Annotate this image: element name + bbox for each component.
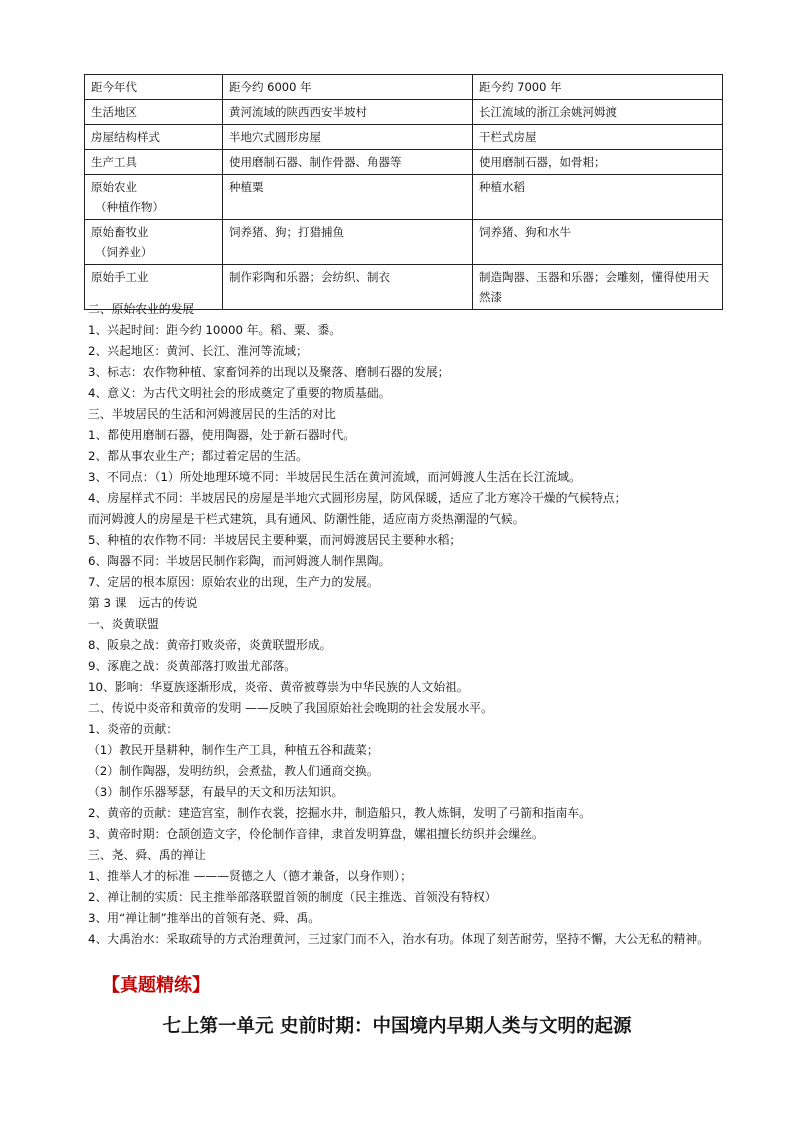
- row-label: 距今年代: [91, 80, 137, 94]
- row-label-cell: [85, 220, 223, 265]
- note-line: 2、兴起地区：黄河、长江、淮河等流域；: [88, 344, 308, 358]
- banpo-cell: 黄河流域的陕西西安半坡村: [223, 100, 473, 125]
- row-label-sub: （饲养业）: [95, 245, 153, 259]
- hemudu-cell: 干栏式房屋: [473, 125, 723, 150]
- hemudu-cell: 使用磨制石器，如骨耜；: [473, 150, 723, 175]
- row-label: 生活地区: [91, 105, 137, 119]
- note-line: 1、都使用磨制石器，使用陶器，处于新石器时代。: [88, 428, 356, 442]
- row-label-cell: [85, 100, 223, 125]
- note-line: 9、涿鹿之战：炎黄部落打败蚩尤部落。: [88, 659, 297, 673]
- note-line: 10、影响：华夏族逐渐形成，炎帝、黄帝被尊崇为中华民族的人文始祖。: [88, 680, 469, 694]
- note-line: 一、炎黄联盟: [88, 617, 159, 631]
- note-line: 1、炎帝的贡献：: [88, 722, 179, 736]
- note-line: 6、陶器不同：半坡居民制作彩陶，而河姆渡人制作黑陶。: [88, 554, 391, 568]
- row-label: 原始畜牧业: [91, 225, 149, 239]
- banpo-cell: 制作彩陶和乐器；会纺织、制衣: [223, 265, 473, 310]
- note-line: 2、都从事农业生产；都过着定居的生活。: [88, 449, 308, 463]
- hemudu-cell: 饲养猪、狗和水牛: [473, 220, 723, 265]
- hemudu-cell: 距今约 7000 年: [473, 75, 723, 100]
- row-label: 原始手工业: [91, 270, 149, 284]
- note-line: 7、定居的根本原因：原始农业的出现，生产力的发展。: [88, 575, 379, 589]
- note-line: 三、尧、舜、禹的禅让: [88, 848, 206, 862]
- note-line: 1、兴起时间：距今约 10000 年。稻、粟、黍。: [88, 323, 342, 337]
- row-label-cell: [85, 150, 223, 175]
- note-line: 第 3 课 远古的传说: [88, 596, 198, 610]
- row-label-cell: [85, 125, 223, 150]
- comparison-table-body: [85, 75, 723, 310]
- note-line: 8、阪泉之战：黄帝打败炎帝，炎黄联盟形成。: [88, 638, 332, 652]
- row-label-cell: [85, 175, 223, 220]
- hemudu-cell: 种植水稻: [473, 175, 723, 220]
- row-label-cell: [85, 75, 223, 100]
- note-line: 二、原始农业的发展: [88, 302, 195, 316]
- note-line: 3、用“禅让制”推举出的首领有尧、舜、禹。: [88, 911, 321, 925]
- table-row: [85, 150, 723, 175]
- note-line: 3、黄帝时期：仓颉创造文字，伶伦制作音律，隶首发明算盘，嫘祖擅长纺织并会缫丝。: [88, 827, 544, 841]
- note-line: 3、不同点：（1）所处地理环境不同：半坡居民生活在黄河流域，而河姆渡人生活在长江流域。: [88, 470, 581, 484]
- note-line: 三、半坡居民的生活和河姆渡居民的生活的对比: [88, 407, 336, 421]
- notes-lines: [88, 299, 728, 929]
- note-line: 3、标志：农作物种植、家畜饲养的出现以及聚落、磨制石器的发展；: [88, 365, 450, 379]
- hemudu-cell: 制造陶器、玉器和乐器；会雕刻，懂得使用天然漆: [473, 265, 723, 310]
- hemudu-cell: 长江流域的浙江余姚河姆渡: [473, 100, 723, 125]
- row-label-sub: （种植作物）: [95, 200, 164, 214]
- table-row: [85, 100, 723, 125]
- note-line: （1）教民开垦耕种，制作生产工具，种植五谷和蔬菜；: [88, 743, 379, 757]
- note-line: 2、禅让制的实质：民主推举部落联盟首领的制度（民主推选、首领没有特权）: [88, 890, 497, 904]
- banpo-cell: 使用磨制石器、制作骨器、角器等: [223, 150, 473, 175]
- note-line: 而河姆渡人的房屋是干栏式建筑，具有通风、防潮性能，适应南方炎热潮湿的气候。: [88, 512, 525, 526]
- note-line: 4、房屋样式不同：半坡居民的房屋是半地穴式圆形房屋，防风保暖，适应了北方寒冷干燥的气候特点；: [88, 491, 627, 505]
- note-line: 二、传说中炎帝和黄帝的发明 ——反映了我国原始社会晚期的社会发展水平。: [88, 701, 493, 715]
- banpo-cell: 距今约 6000 年: [223, 75, 473, 100]
- table-row: [85, 175, 723, 220]
- unit-title: 七上第一单元 史前时期：中国境内早期人类与文明的起源: [162, 1016, 632, 1037]
- table-row: [85, 75, 723, 100]
- note-line: 1、推举人才的标准 ———贤德之人（德才兼备，以身作则）；: [88, 869, 412, 883]
- table-row: [85, 125, 723, 150]
- notes-body: [88, 299, 728, 950]
- section-heading: 【真题精练】: [102, 975, 210, 996]
- banpo-cell: 半地穴式圆形房屋: [223, 125, 473, 150]
- row-label: 房屋结构样式: [91, 130, 160, 144]
- comparison-table: [84, 74, 723, 310]
- banpo-cell: 饲养猪、狗；打猎捕鱼: [223, 220, 473, 265]
- banpo-cell: 种植粟: [223, 175, 473, 220]
- note-line: （3）制作乐器琴瑟，有最早的天文和历法知识。: [88, 785, 344, 799]
- note-line: 5、种植的农作物不同：半坡居民主要种粟，而河姆渡居民主要种水稻；: [88, 533, 462, 547]
- notes-last-paragraph: 4、大禹治水：采取疏导的方式治理黄河，三过家门而不入，治水有功。体现了刻苦耐劳，坚持不懈，大公无私的精神。: [88, 932, 709, 946]
- row-label: 生产工具: [91, 155, 137, 169]
- table-row: [85, 220, 723, 265]
- note-line: 2、黄帝的贡献：建造宫室，制作衣裳，挖掘水井，制造船只，教人炼铜，发明了弓箭和指南车。: [88, 806, 591, 820]
- note-line: 4、意义：为古代文明社会的形成奠定了重要的物质基础。: [88, 386, 391, 400]
- row-label: 原始农业: [91, 180, 137, 194]
- note-line: （2）制作陶器，发明纺织，会煮盐，教人们通商交换。: [88, 764, 379, 778]
